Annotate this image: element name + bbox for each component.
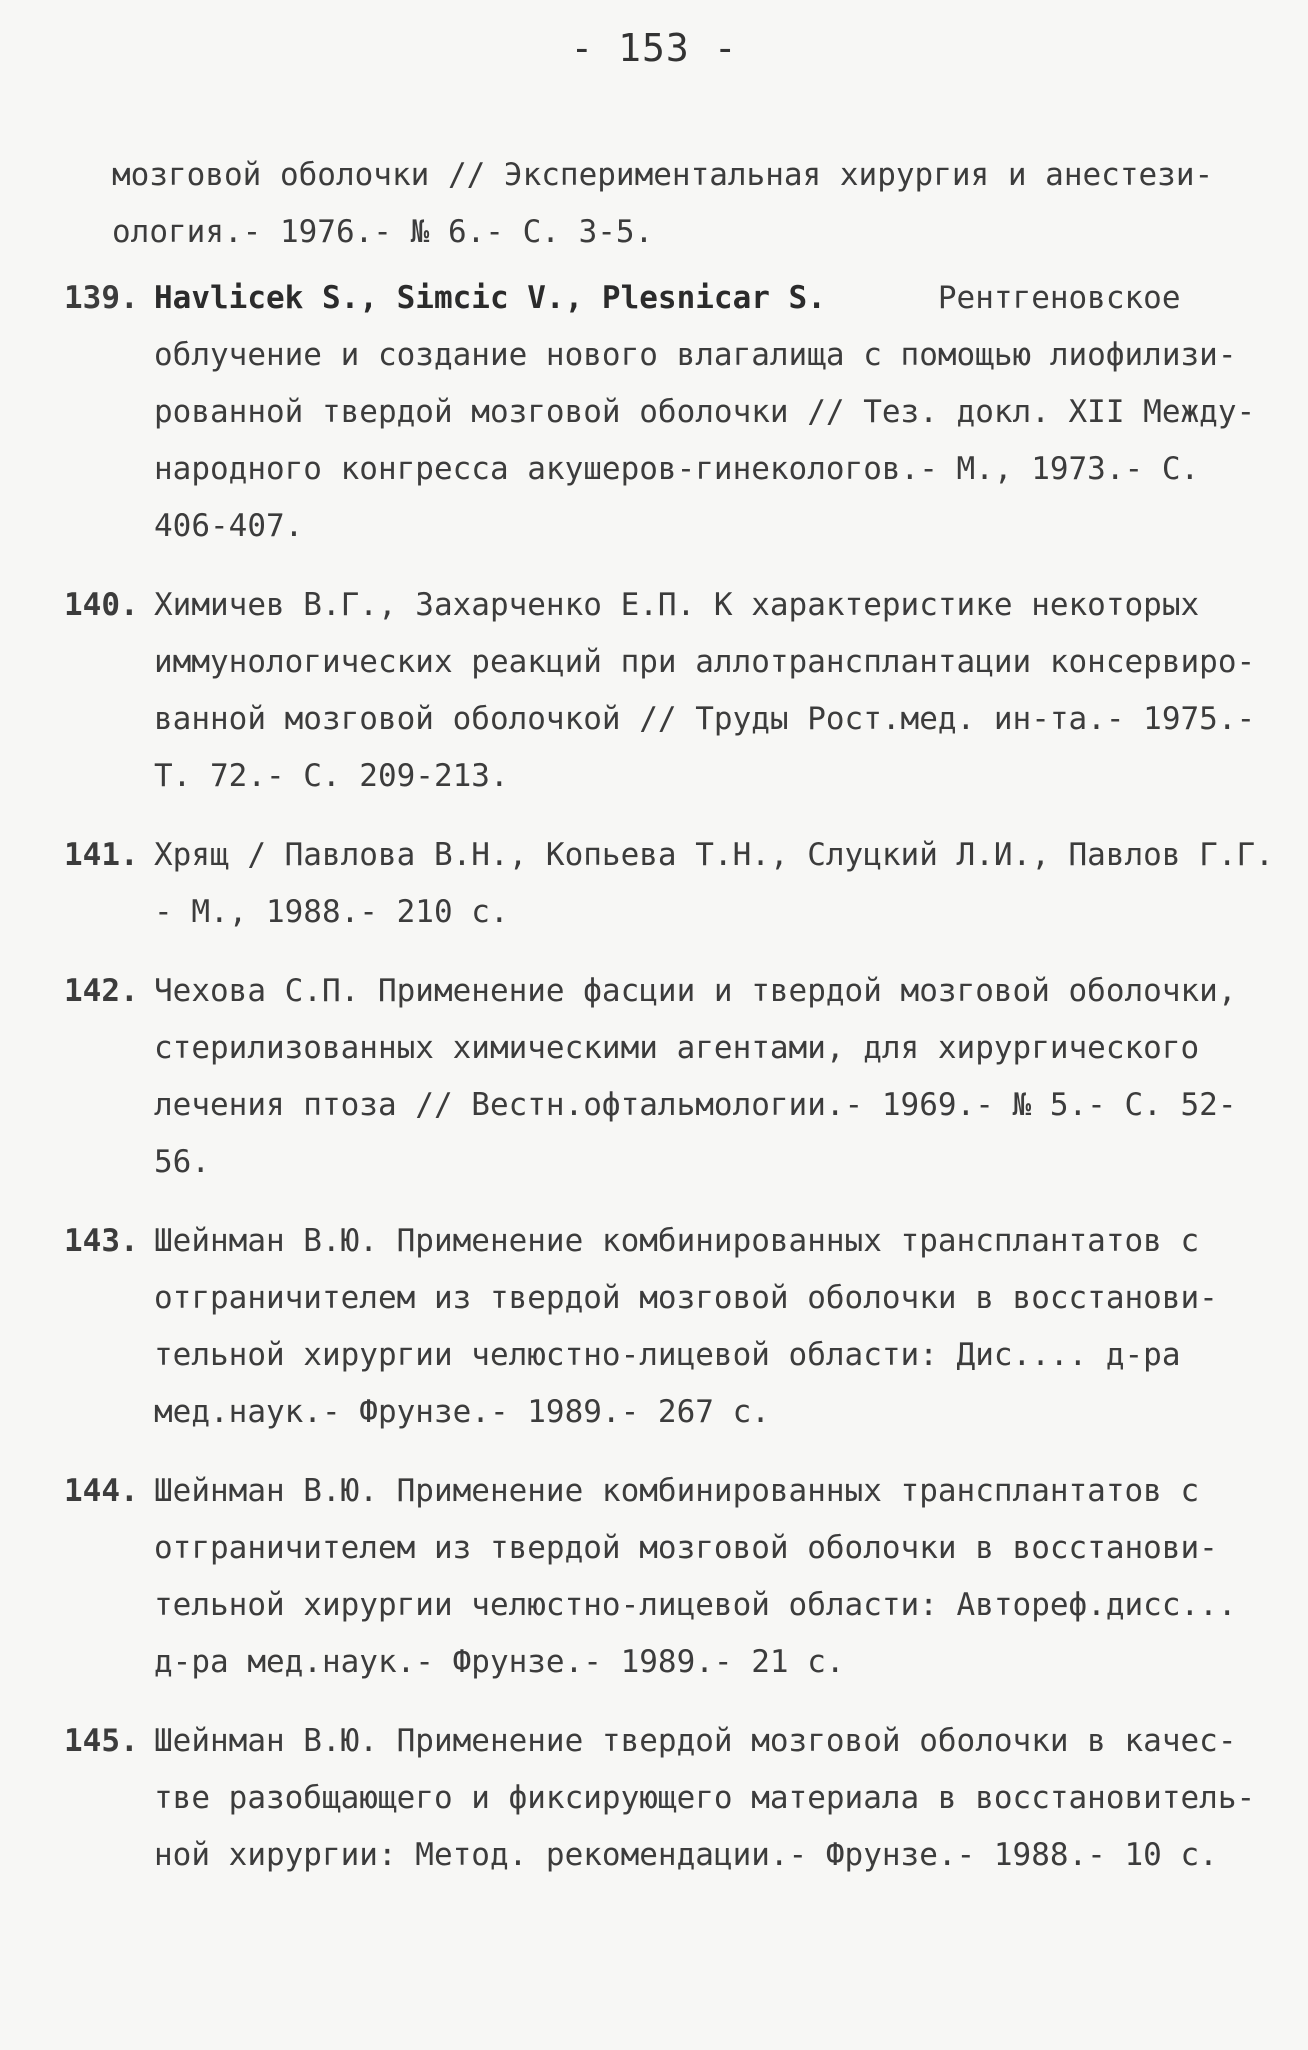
text-line: тве разобщающего и фиксирующего материала в восстановитель- [154, 1780, 1256, 1816]
text-line: тельной хирургии челюстно-лицевой области: Автореф.дисс... [154, 1587, 1237, 1623]
reference-entry-143 [64, 1213, 1264, 1441]
entry-authors: Havlicek S., Simcic V., Plesnicar S. [154, 280, 826, 316]
text-line: мед.наук.- Фрунзе.- 1989.- 267 с. [154, 1394, 770, 1430]
text-line: облучение и создание нового влагалища с помощью лиофилизи- [154, 337, 1237, 373]
text-line: 406-407. [154, 508, 304, 544]
entry-number: 140. [64, 587, 139, 623]
text-line: Шейнман В.Ю. Применение твердой мозговой оболочки в качес- [154, 1723, 1237, 1759]
entry-number: 139. [64, 280, 139, 316]
text-line: отграничителем из твердой мозговой оболочки в восстанови- [154, 1530, 1218, 1566]
reference-entry-139 [64, 270, 1264, 555]
entry-number: 144. [64, 1473, 139, 1509]
text-line: Хрящ / Павлова В.Н., Копьева Т.Н., Слуцкий Л.И., Павлов Г.Г. [154, 837, 1274, 873]
page-number: - 153 - [570, 26, 738, 70]
text-line [154, 270, 1264, 327]
text-line: Шейнман В.Ю. Применение комбинированных трансплантатов с [154, 1223, 1200, 1259]
text-line: мозговой оболочки // Экспериментальная хирургия и анестези- [112, 157, 1214, 193]
text-line: иммунологических реакций при аллотрансплантации консервиро- [154, 644, 1256, 680]
text-line: ология.- 1976.- № 6.- С. 3-5. [112, 214, 654, 250]
text-line: Т. 72.- С. 209-213. [154, 758, 509, 794]
text-line: 56. [154, 1144, 210, 1180]
text-line: Шейнман В.Ю. Применение комбинированных трансплантатов с [154, 1473, 1200, 1509]
continued-reference [112, 147, 1262, 261]
text-line: - М., 1988.- 210 с. [154, 894, 509, 930]
reference-entry-144 [64, 1463, 1264, 1691]
entry-number: 145. [64, 1723, 139, 1759]
text-line: лечения птоза // Вестн.офтальмологии.- 1969.- № 5.- С. 52- [154, 1087, 1237, 1123]
text-line: народного конгресса акушеров-гинекологов.- М., 1973.- С. [154, 451, 1200, 487]
text-line: Чехова С.П. Применение фасции и твердой мозговой оболочки, [154, 973, 1237, 1009]
text-line: стерилизованных химическими агентами, для хирургического [154, 1030, 1200, 1066]
entry-number: 143. [64, 1223, 139, 1259]
reference-entry-142 [64, 963, 1264, 1191]
entry-number: 141. [64, 837, 139, 873]
reference-entry-141 [64, 827, 1274, 941]
reference-entry-140 [64, 577, 1264, 805]
text-line: д-ра мед.наук.- Фрунзе.- 1989.- 21 с. [154, 1644, 845, 1680]
reference-list [64, 270, 1274, 1906]
reference-entry-145 [64, 1713, 1264, 1884]
entry-number: 142. [64, 973, 139, 1009]
text-line: Химичев В.Г., Захарченко Е.П. К характеристике некоторых [154, 587, 1200, 623]
entry-text: Рентгеновское [825, 280, 1181, 316]
text-line: ванной мозговой оболочкой // Труды Рост.мед. ин-та.- 1975.- [154, 701, 1256, 737]
text-line: рованной твердой мозговой оболочки // Тез. докл. XII Между- [154, 394, 1256, 430]
text-line: тельной хирургии челюстно-лицевой области: Дис.... д-ра [154, 1337, 1181, 1373]
text-line: отграничителем из твердой мозговой оболочки в восстанови- [154, 1280, 1218, 1316]
text-line: ной хирургии: Метод. рекомендации.- Фрунзе.- 1988.- 10 с. [154, 1837, 1218, 1873]
